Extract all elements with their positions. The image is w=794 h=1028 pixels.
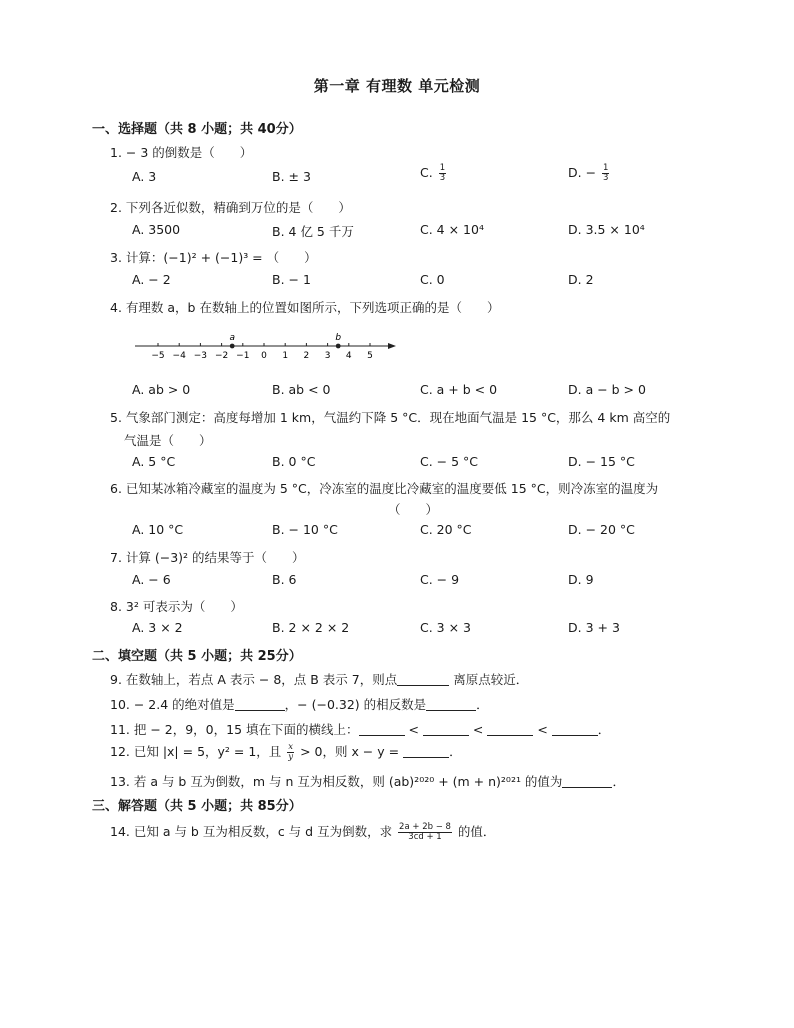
answer-blank[interactable]	[403, 745, 449, 758]
question-7-option-a: A. − 6	[132, 572, 171, 587]
fraction	[602, 164, 609, 183]
fraction	[398, 823, 452, 842]
point-b-label: b	[335, 333, 342, 343]
question-2-stem: 2. 下列各近似数，精确到万位的是（ ）	[110, 200, 351, 215]
question-12-text-mid: > 0，则 x − y =	[296, 744, 404, 759]
question-6-line-2: （ ）	[388, 502, 439, 517]
fraction	[287, 743, 294, 762]
section-heading-fill: 二、填空题（共 5 小题；共 25分）	[92, 649, 302, 664]
question-1-option-b: B. ± 3	[272, 169, 311, 184]
fraction-numerator: 1	[603, 163, 609, 173]
question-5-option-b: B. 0 °C	[272, 454, 316, 469]
question-6-line-1: 6. 已知某冰箱冷藏室的温度为 5 °C，冷冻室的温度比冷藏室的温度要低 15 °C，则冷冻室的温度为	[110, 481, 659, 496]
question-13	[110, 772, 625, 790]
question-12	[110, 742, 462, 762]
question-3-stem: 3. 计算：(−1)² + (−1)³ = （ ）	[110, 250, 317, 265]
question-9-text: 9. 在数轴上，若点 A 表示 − 8，点 B 表示 7，则点	[110, 672, 398, 687]
question-4-option-a: A. ab > 0	[132, 382, 191, 397]
question-1-option-c	[420, 164, 448, 183]
question-7-option-d: D. 9	[568, 572, 594, 587]
number-line-tick-label: 3	[324, 351, 331, 361]
section-heading-choice: 一、选择题（共 8 小题；共 40分）	[92, 122, 302, 137]
question-11	[110, 720, 610, 738]
answer-blank[interactable]	[359, 723, 405, 736]
point-a-label: a	[229, 333, 235, 343]
question-8-option-c: C. 3 × 3	[420, 620, 472, 635]
point-b-marker	[336, 344, 341, 349]
question-4-option-d: D. a − b > 0	[568, 382, 646, 397]
number-line-tick-label: 1	[282, 351, 289, 361]
number-line-tick-label: −4	[172, 351, 186, 361]
less-than-sign: <	[533, 722, 552, 737]
question-3-option-d: D. 2	[568, 272, 594, 287]
answer-blank[interactable]	[562, 775, 612, 788]
number-line-tick-label: −1	[236, 351, 250, 361]
question-9-text-end: 离原点较近．	[449, 672, 529, 687]
number-line-figure	[130, 328, 400, 364]
option-c-prefix: C.	[420, 165, 437, 180]
less-than-sign: <	[404, 722, 423, 737]
fraction-numerator: x	[288, 742, 294, 752]
answer-blank[interactable]	[487, 723, 533, 736]
fraction-denominator: 3	[603, 173, 609, 183]
question-1-option-d	[568, 164, 611, 183]
question-3-option-b: B. − 1	[272, 272, 311, 287]
question-12-text-end: ．	[449, 744, 462, 759]
question-11-text: 11. 把 − 2，9，0，15 填在下面的横线上：	[110, 722, 359, 737]
point-a-marker	[230, 344, 235, 349]
fraction-denominator: 3	[439, 173, 446, 183]
question-11-text-end: ．	[597, 722, 611, 737]
question-14	[110, 822, 495, 842]
question-2-option-c: C. 4 × 10⁴	[420, 222, 484, 237]
question-9	[110, 670, 528, 688]
answer-blank[interactable]	[235, 698, 285, 711]
question-10	[110, 695, 489, 713]
question-1-option-a: A. 3	[132, 169, 157, 184]
answer-blank[interactable]	[552, 723, 598, 736]
question-5-option-a: A. 5 °C	[132, 454, 176, 469]
question-13-text: 13. 若 a 与 b 互为倒数，m 与 n 互为相反数，则 (ab)²⁰²⁰ + (m + n)²⁰²¹ 的值为	[110, 774, 563, 789]
question-1-stem: 1. − 3 的倒数是（ ）	[110, 145, 253, 160]
question-3-option-a: A. − 2	[132, 272, 171, 287]
fraction-denominator: y	[288, 752, 294, 762]
number-line-tick-label: 5	[367, 351, 373, 361]
question-6-option-d: D. − 20 °C	[568, 522, 635, 537]
question-2-option-b: B. 4 亿 5 千万	[272, 224, 354, 239]
question-2-option-a: A. 3500	[132, 222, 181, 237]
answer-blank[interactable]	[426, 698, 476, 711]
question-8-option-d: D. 3 + 3	[568, 620, 620, 635]
question-7-option-b: B. 6	[272, 572, 297, 587]
number-line-tick-label: 4	[345, 351, 352, 361]
option-d-prefix: D. −	[568, 165, 601, 180]
question-12-text: 12. 已知 |x| = 5，y² = 1，且	[110, 744, 286, 759]
fraction	[439, 164, 446, 183]
answer-blank[interactable]	[397, 673, 449, 686]
page-title: 第一章 有理数 单元检测	[313, 77, 481, 95]
number-line-tick-label: −5	[151, 351, 165, 361]
question-8-option-a: A. 3 × 2	[132, 620, 183, 635]
question-10-text-mid: ，− (−0.32) 的相反数是	[284, 697, 427, 712]
question-4-stem: 4. 有理数 a，b 在数轴上的位置如图所示，下列选项正确的是（ ）	[110, 300, 500, 315]
question-13-text-end: ．	[612, 774, 625, 789]
question-2-option-d: D. 3.5 × 10⁴	[568, 222, 645, 237]
question-5-option-c: C. − 5 °C	[420, 454, 479, 469]
number-line-tick-label: 0	[261, 351, 267, 361]
less-than-sign: <	[468, 722, 488, 737]
number-line-tick-label: −3	[193, 351, 208, 361]
question-8-option-b: B. 2 × 2 × 2	[272, 620, 350, 635]
question-5-line-1: 5. 气象部门测定：高度每增加 1 km，气温约下降 5 °C．现在地面气温是 15 °C，那么 4 km 高空的	[110, 410, 671, 425]
question-5-option-d: D. − 15 °C	[568, 454, 635, 469]
question-10-text-end: ．	[476, 697, 489, 712]
question-6-option-c: C. 20 °C	[420, 522, 472, 537]
number-line-tick-label: −2	[214, 351, 229, 361]
fraction-denominator: 3cd + 1	[408, 832, 442, 842]
question-14-text-end: 的值．	[453, 824, 496, 839]
fraction-numerator: 1	[439, 163, 446, 173]
question-5-line-2: 气温是（ ）	[124, 433, 212, 448]
question-3-option-c: C. 0	[420, 272, 445, 287]
number-line-arrow	[388, 343, 396, 349]
question-10-text: 10. − 2.4 的绝对值是	[110, 697, 235, 712]
number-line-tick-label: 2	[303, 351, 310, 361]
answer-blank[interactable]	[423, 723, 469, 736]
question-7-stem: 7. 计算 (−3)² 的结果等于（ ）	[110, 550, 305, 565]
question-14-text: 14. 已知 a 与 b 互为相反数，c 与 d 互为倒数，求	[110, 824, 397, 839]
question-4-option-b: B. ab < 0	[272, 382, 331, 397]
question-4-option-c: C. a + b < 0	[420, 382, 498, 397]
section-heading-solve: 三、解答题（共 5 小题；共 85分）	[92, 799, 302, 814]
question-7-option-c: C. − 9	[420, 572, 460, 587]
question-8-stem: 8. 3² 可表示为（ ）	[110, 599, 243, 614]
question-6-option-a: A. 10 °C	[132, 522, 184, 537]
fraction-numerator: 2a + 2b − 8	[399, 822, 451, 832]
question-6-option-b: B. − 10 °C	[272, 522, 338, 537]
